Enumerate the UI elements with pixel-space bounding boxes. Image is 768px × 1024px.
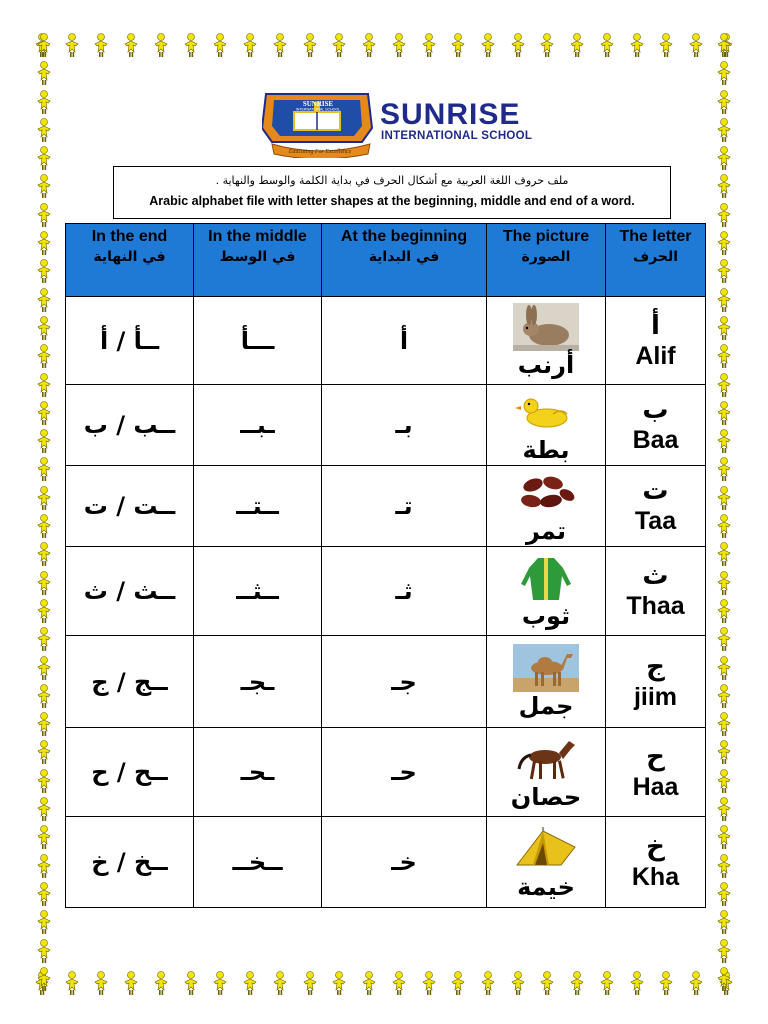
letter-name: Baa xyxy=(632,426,679,454)
star-figure-icon xyxy=(714,258,734,284)
star-figure-icon xyxy=(34,117,54,143)
star-figure-icon xyxy=(478,32,498,58)
star-figure-icon xyxy=(714,655,734,681)
page-border-right xyxy=(710,32,738,992)
letter-arabic: ت xyxy=(642,476,669,506)
logo-badge-subtitle: INTERNATIONAL SCHOOL xyxy=(295,107,341,112)
star-figure-icon xyxy=(714,60,734,86)
beginning-shape: بـ xyxy=(322,385,487,466)
star-figure-icon xyxy=(714,202,734,228)
star-figure-icon xyxy=(714,372,734,398)
star-figure-icon xyxy=(714,230,734,256)
middle-shape: ــثــ xyxy=(194,547,322,636)
letter-cell xyxy=(606,385,706,466)
letter-name: Haa xyxy=(632,773,679,801)
star-figure-icon xyxy=(34,60,54,86)
star-figure-icon xyxy=(714,739,734,765)
star-figure-icon xyxy=(34,938,54,964)
end-shape: ــح / ح xyxy=(66,728,194,817)
star-figure-icon xyxy=(34,89,54,115)
star-figure-icon xyxy=(34,456,54,482)
star-figure-icon xyxy=(389,970,409,996)
description-arabic: ملف حروف اللغة العربية مع أشكال الحرف في بداية الكلمة والوسط والنهاية . xyxy=(215,174,569,187)
letter-arabic: ح xyxy=(646,742,665,772)
star-figure-icon xyxy=(300,32,320,58)
picture-word: حصان xyxy=(510,782,582,811)
table-row xyxy=(66,297,706,385)
star-figure-icon xyxy=(714,89,734,115)
middle-shape: ـــأ xyxy=(194,297,322,385)
star-figure-icon xyxy=(714,145,734,171)
star-figure-icon xyxy=(34,541,54,567)
star-figure-icon xyxy=(714,938,734,964)
star-figure-icon xyxy=(714,598,734,624)
letter-name: Taa xyxy=(634,507,677,535)
middle-shape: ـجـ xyxy=(194,636,322,728)
star-figure-icon xyxy=(714,343,734,369)
star-figure-icon xyxy=(419,970,439,996)
star-figure-icon xyxy=(714,570,734,596)
middle-shape: ــخــ xyxy=(194,817,322,908)
star-figure-icon xyxy=(34,796,54,822)
beginning-shape: ثـ xyxy=(322,547,487,636)
tent-picture xyxy=(513,825,579,873)
star-figure-icon xyxy=(121,32,141,58)
letter-name: jiim xyxy=(633,682,678,711)
star-figure-icon xyxy=(537,32,557,58)
star-figure-icon xyxy=(714,287,734,313)
beginning-shape: أ xyxy=(322,297,487,385)
beginning-shape: جـ xyxy=(322,636,487,728)
star-figure-icon xyxy=(34,853,54,879)
robe-picture xyxy=(513,554,579,602)
end-shape: ــت / ت xyxy=(66,466,194,547)
letter-cell xyxy=(606,466,706,547)
star-figure-icon xyxy=(714,796,734,822)
star-figure-icon xyxy=(151,32,171,58)
star-figure-icon xyxy=(240,32,260,58)
star-figure-icon xyxy=(329,970,349,996)
picture-cell xyxy=(487,728,606,817)
star-figure-icon xyxy=(34,881,54,907)
star-figure-icon xyxy=(34,372,54,398)
dates-picture xyxy=(513,469,579,517)
page-border-top xyxy=(32,30,736,60)
letter-cell xyxy=(606,547,706,636)
picture-word: تمر xyxy=(525,516,567,545)
picture-cell xyxy=(487,466,606,547)
letter-arabic: ب xyxy=(642,395,669,425)
picture-cell xyxy=(487,636,606,728)
header-middle: In the middle في الوسط xyxy=(194,224,322,297)
star-figure-icon xyxy=(448,32,468,58)
star-figure-icon xyxy=(34,485,54,511)
star-figure-icon xyxy=(714,881,734,907)
letter-name: Thaa xyxy=(626,592,685,620)
star-figure-icon xyxy=(34,966,54,992)
school-name: SUNRISE xyxy=(380,98,521,131)
star-figure-icon xyxy=(714,32,734,58)
end-shape: ــب / ب xyxy=(66,385,194,466)
star-figure-icon xyxy=(389,32,409,58)
beginning-shape: تـ xyxy=(322,466,487,547)
star-figure-icon xyxy=(478,970,498,996)
star-figure-icon xyxy=(714,315,734,341)
star-figure-icon xyxy=(62,970,82,996)
star-figure-icon xyxy=(34,145,54,171)
horse-picture xyxy=(513,735,579,783)
star-figure-icon xyxy=(34,343,54,369)
letter-arabic: ث xyxy=(642,561,669,591)
end-shape: ــج / ج xyxy=(66,636,194,728)
letter-arabic: ج xyxy=(646,651,665,682)
table-row xyxy=(66,547,706,636)
star-figure-icon xyxy=(508,32,528,58)
letter-arabic: أ xyxy=(651,310,660,341)
picture-cell xyxy=(487,385,606,466)
star-figure-icon xyxy=(656,32,676,58)
star-figure-icon xyxy=(567,970,587,996)
end-shape: ــخ / خ xyxy=(66,817,194,908)
star-figure-icon xyxy=(34,711,54,737)
table-row xyxy=(66,385,706,466)
star-figure-icon xyxy=(270,32,290,58)
star-figure-icon xyxy=(121,970,141,996)
description-english: Arabic alphabet file with letter shapes at the beginning, middle and end of a word. xyxy=(149,194,635,208)
middle-shape: ـحـ xyxy=(194,728,322,817)
header-picture: The picture الصورة xyxy=(487,224,606,297)
letter-cell xyxy=(606,297,706,385)
star-figure-icon xyxy=(34,258,54,284)
description-box xyxy=(113,166,671,219)
page-border-bottom xyxy=(32,968,736,998)
table-row xyxy=(66,817,706,908)
picture-cell xyxy=(487,547,606,636)
star-figure-icon xyxy=(714,400,734,426)
star-figure-icon xyxy=(714,117,734,143)
star-figure-icon xyxy=(91,32,111,58)
picture-cell xyxy=(487,297,606,385)
star-figure-icon xyxy=(627,970,647,996)
star-figure-icon xyxy=(714,683,734,709)
table-row xyxy=(66,636,706,728)
star-figure-icon xyxy=(34,739,54,765)
header-beginning: At the beginning في البداية xyxy=(322,224,487,297)
letter-arabic: خ xyxy=(646,832,665,862)
duck-picture xyxy=(513,388,579,436)
star-figure-icon xyxy=(714,711,734,737)
letter-name: Kha xyxy=(631,863,680,891)
camel-picture xyxy=(513,644,579,692)
picture-cell xyxy=(487,817,606,908)
star-figure-icon xyxy=(359,970,379,996)
star-figure-icon xyxy=(714,966,734,992)
star-figure-icon xyxy=(627,32,647,58)
star-figure-icon xyxy=(34,428,54,454)
middle-shape: ـبــ xyxy=(194,385,322,466)
star-figure-icon xyxy=(419,32,439,58)
star-figure-icon xyxy=(210,32,230,58)
star-figure-icon xyxy=(270,970,290,996)
star-figure-icon xyxy=(34,173,54,199)
star-figure-icon xyxy=(151,970,171,996)
star-figure-icon xyxy=(714,768,734,794)
star-figure-icon xyxy=(714,513,734,539)
star-figure-icon xyxy=(597,970,617,996)
star-figure-icon xyxy=(686,32,706,58)
letter-cell xyxy=(606,817,706,908)
star-figure-icon xyxy=(359,32,379,58)
star-figure-icon xyxy=(34,32,54,58)
star-figure-icon xyxy=(714,626,734,652)
alphabet-table xyxy=(65,223,706,908)
picture-word: خيمة xyxy=(517,872,575,901)
star-figure-icon xyxy=(34,824,54,850)
picture-word: جمل xyxy=(518,692,574,720)
star-figure-icon xyxy=(34,683,54,709)
school-subtitle: INTERNATIONAL SCHOOL xyxy=(381,130,533,142)
page-border-left xyxy=(30,32,58,992)
star-figure-icon xyxy=(714,853,734,879)
star-figure-icon xyxy=(714,824,734,850)
star-figure-icon xyxy=(34,626,54,652)
picture-word: ثوب xyxy=(521,601,571,630)
logo-badge-title: SUNRISE xyxy=(302,100,334,108)
end-shape: ــأ / أ xyxy=(66,297,194,385)
star-figure-icon xyxy=(567,32,587,58)
star-figure-icon xyxy=(448,970,468,996)
star-figure-icon xyxy=(181,970,201,996)
table-header-row xyxy=(66,224,706,297)
star-figure-icon xyxy=(181,32,201,58)
star-figure-icon xyxy=(34,570,54,596)
star-figure-icon xyxy=(240,970,260,996)
header-end: In the end في النهاية xyxy=(66,224,194,297)
beginning-shape: حـ xyxy=(322,728,487,817)
picture-word: بطة xyxy=(522,435,570,464)
star-figure-icon xyxy=(508,970,528,996)
star-figure-icon xyxy=(34,315,54,341)
star-figure-icon xyxy=(34,230,54,256)
star-figure-icon xyxy=(656,970,676,996)
star-figure-icon xyxy=(34,513,54,539)
star-figure-icon xyxy=(300,970,320,996)
school-name-block xyxy=(380,100,532,143)
star-figure-icon xyxy=(597,32,617,58)
table-row xyxy=(66,466,706,547)
star-figure-icon xyxy=(714,541,734,567)
header-letter: The letter الحرف xyxy=(606,224,706,297)
star-figure-icon xyxy=(34,202,54,228)
rabbit-picture xyxy=(513,303,579,351)
logo-motto: Educating For Excellence xyxy=(288,149,352,155)
star-figure-icon xyxy=(34,909,54,935)
table-row xyxy=(66,728,706,817)
letter-cell xyxy=(606,728,706,817)
star-figure-icon xyxy=(714,485,734,511)
star-figure-icon xyxy=(714,456,734,482)
beginning-shape: خـ xyxy=(322,817,487,908)
star-figure-icon xyxy=(34,768,54,794)
star-figure-icon xyxy=(34,400,54,426)
star-figure-icon xyxy=(62,32,82,58)
letter-cell xyxy=(606,636,706,728)
picture-word: أرنب xyxy=(517,351,575,379)
middle-shape: ــتــ xyxy=(194,466,322,547)
end-shape: ــث / ث xyxy=(66,547,194,636)
star-figure-icon xyxy=(34,598,54,624)
star-figure-icon xyxy=(91,970,111,996)
star-figure-icon xyxy=(714,428,734,454)
star-figure-icon xyxy=(714,909,734,935)
star-figure-icon xyxy=(329,32,349,58)
star-figure-icon xyxy=(34,287,54,313)
star-figure-icon xyxy=(210,970,230,996)
star-figure-icon xyxy=(34,655,54,681)
star-figure-icon xyxy=(537,970,557,996)
star-figure-icon xyxy=(686,970,706,996)
letter-name: Alif xyxy=(635,341,676,370)
star-figure-icon xyxy=(714,173,734,199)
